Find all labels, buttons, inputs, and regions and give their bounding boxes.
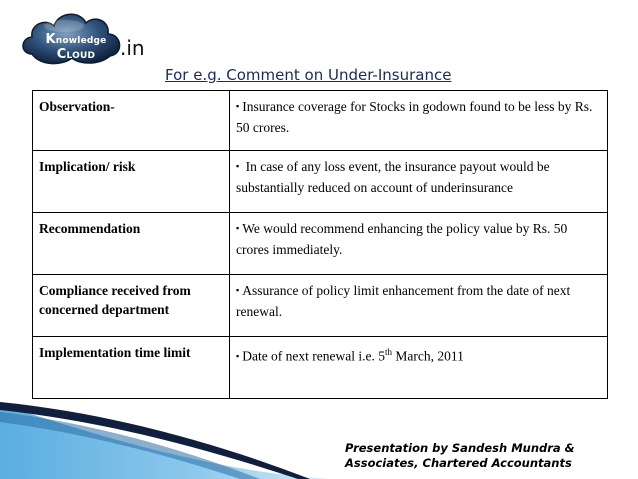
row-value-text: Insurance coverage for Stocks in godown found to be less by Rs. 50 crores. xyxy=(236,99,593,135)
row-value xyxy=(230,151,608,213)
comment-table xyxy=(32,90,608,399)
row-value-text: Date of next renewal i.e. 5 xyxy=(242,348,386,364)
table-row xyxy=(33,213,608,275)
knowledge-cloud-logo xyxy=(18,6,124,70)
row-value xyxy=(230,213,608,275)
row-value xyxy=(230,337,608,399)
row-label: Recommendation xyxy=(33,213,230,275)
row-value-text: In case of any loss event, the insurance payout would be substantially reduced on account of underinsurance xyxy=(236,159,550,195)
row-value xyxy=(230,275,608,337)
table-row xyxy=(33,151,608,213)
row-label: Implication/ risk xyxy=(33,151,230,213)
bullet-icon: ▪ xyxy=(236,285,240,295)
table-row xyxy=(33,91,608,151)
bullet-icon: ▪ xyxy=(236,101,240,111)
slide-title: For e.g. Comment on Under-Insurance xyxy=(165,66,452,84)
row-value xyxy=(230,91,608,151)
domain-suffix: .in xyxy=(120,36,145,60)
ordinal-suffix: th xyxy=(385,347,393,357)
presenter-credit xyxy=(345,441,575,471)
row-value-text: We would recommend enhancing the policy value by Rs. 50 crores immediately. xyxy=(236,221,568,257)
bullet-icon: ▪ xyxy=(236,350,240,361)
presenter-line-1: Presentation by Sandesh Mundra & xyxy=(345,441,575,455)
row-value-text: Assurance of policy limit enhancement from the date of next renewal. xyxy=(236,283,571,319)
bullet-icon: ▪ xyxy=(236,161,240,171)
row-label: Implementation time limit xyxy=(33,337,230,399)
decorative-swoosh xyxy=(0,400,340,479)
table-row xyxy=(33,275,608,337)
logo-wordmark: Knowledge CLOUD xyxy=(45,32,107,62)
row-label: Observation- xyxy=(33,91,230,151)
table-row xyxy=(33,337,608,399)
row-label: Compliance received from concerned department xyxy=(33,275,230,337)
presenter-line-2: Associates, Chartered Accountants xyxy=(345,456,572,470)
row-value-text-end: March, 2011 xyxy=(392,348,464,364)
bullet-icon: ▪ xyxy=(236,223,240,233)
